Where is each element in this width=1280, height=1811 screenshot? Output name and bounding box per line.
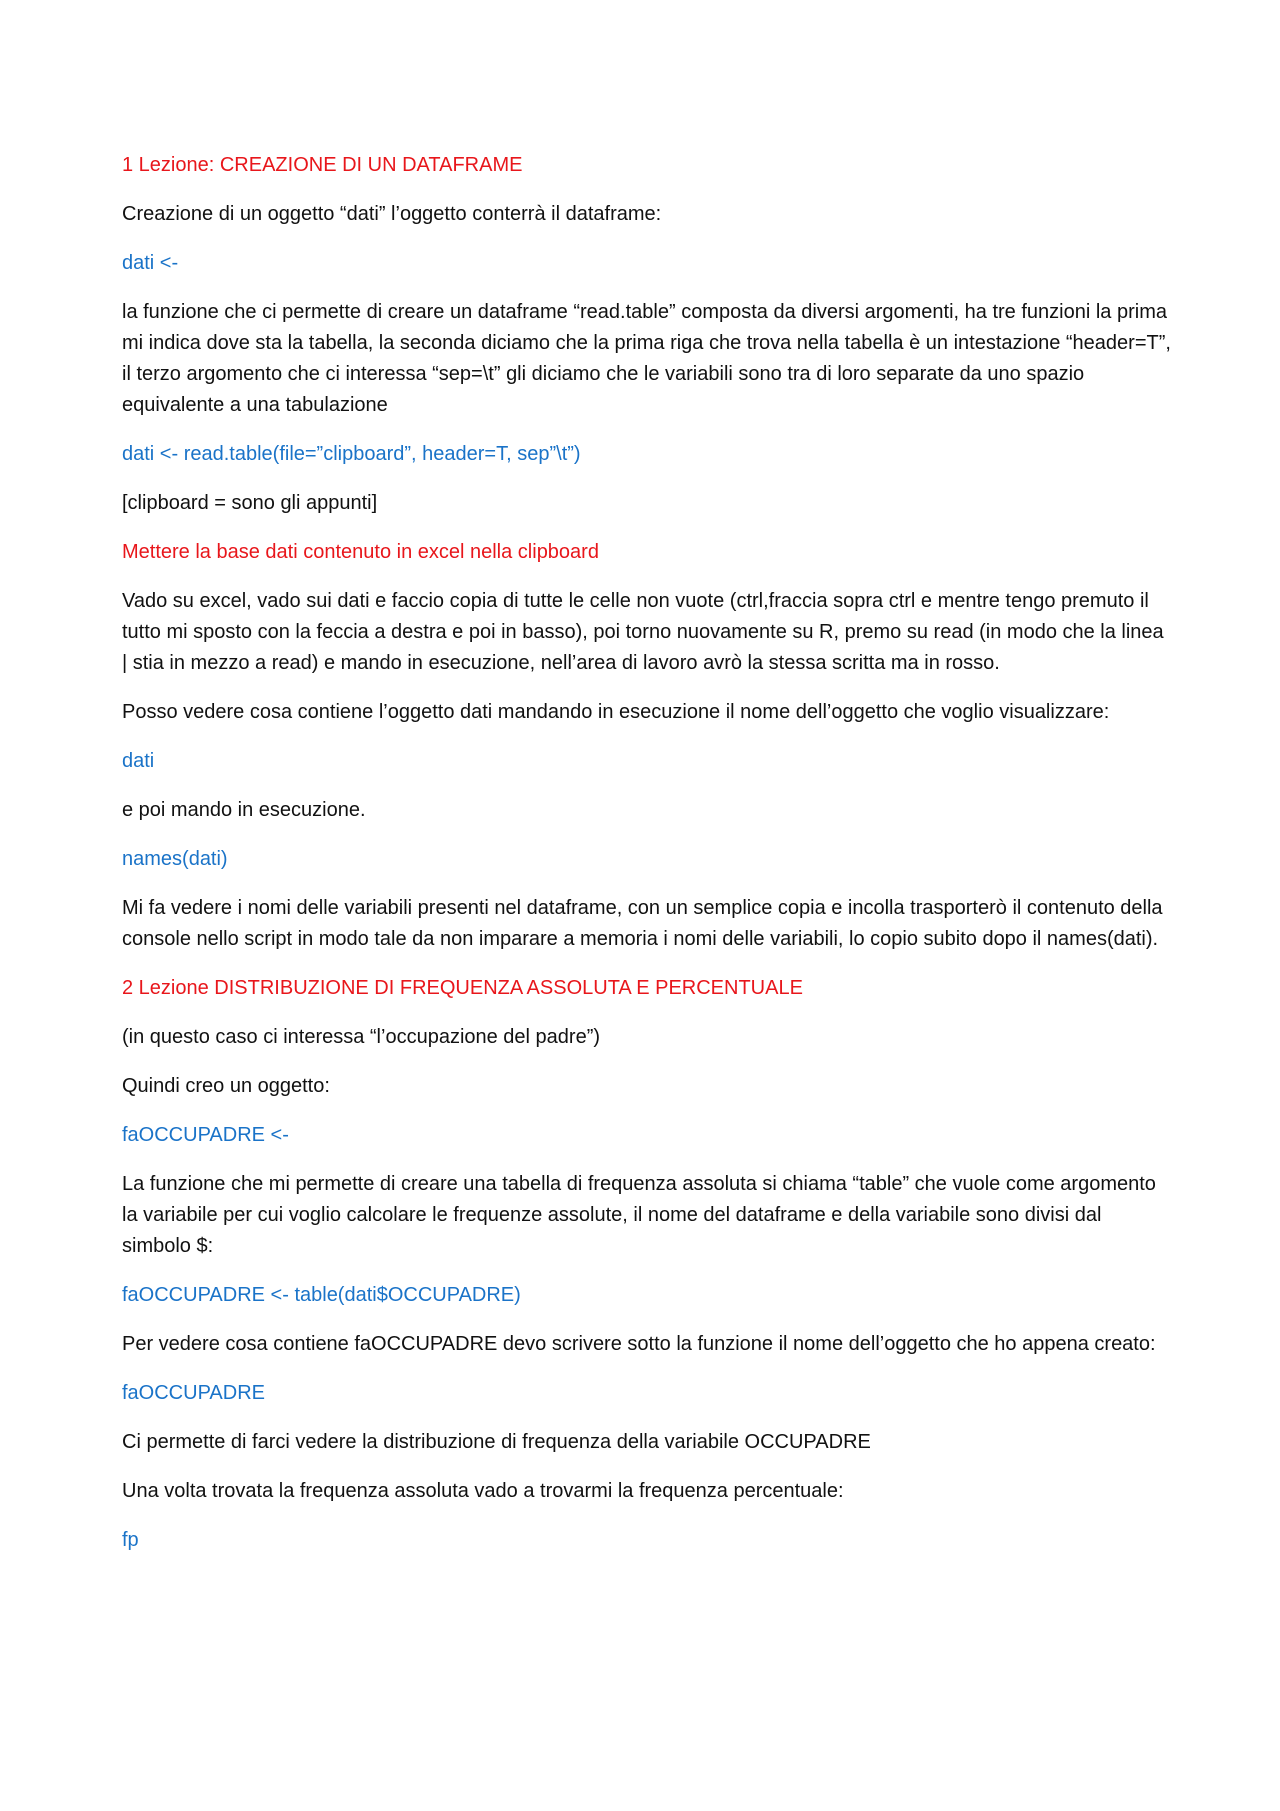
paragraph: Vado su excel, vado sui dati e faccio copia di tutte le celle non vuote (ctrl,fraccia sopra ctrl e mentre tengo premuto il tutto mi sposto con la feccia a destra e poi in basso), poi torno nuovamente su R, premo su read (in modo che la linea | stia in mezzo a read) e mando in esecuzione, nell’area di lavoro avrò la stessa scritta ma in rosso. xyxy=(122,590,1170,674)
paragraph: Posso vedere cosa contiene l’oggetto dati mandando in esecuzione il nome dell’oggetto che voglio visualizzare: xyxy=(122,701,1110,723)
paragraph: [clipboard = sono gli appunti] xyxy=(122,492,378,514)
code-line: faOCCUPADRE <- xyxy=(122,1124,289,1146)
code-line: names(dati) xyxy=(122,848,228,870)
code-line: dati <- read.table(file=”clipboard”, header=T, sep”\t”) xyxy=(122,443,581,465)
paragraph: Creazione di un oggetto “dati” l’oggetto conterrà il dataframe: xyxy=(122,203,662,225)
paragraph: La funzione che mi permette di creare una tabella di frequenza assoluta si chiama “table” che vuole come argomento la variabile per cui voglio calcolare le frequenze assolute, il nome del dataframe e della variabile sono divisi dal simbolo $: xyxy=(122,1173,1162,1257)
code-line: faOCCUPADRE <- table(dati$OCCUPADRE) xyxy=(122,1284,521,1306)
code-line: fp xyxy=(122,1529,139,1551)
paragraph: la funzione che ci permette di creare un dataframe “read.table” composta da diversi argomenti, ha tre funzioni la prima mi indica dove sta la tabella, la seconda diciamo che la prima riga che trova nella tabella è un intestazione “header=T”, il terzo argomento che ci interessa “sep=\t” gli diciamo che le variabili sono tra di loro separate da uno spazio equivalente a una tabulazione xyxy=(122,301,1177,416)
section-heading: Mettere la base dati contenuto in excel nella clipboard xyxy=(122,541,599,563)
paragraph: (in questo caso ci interessa “l’occupazione del padre”) xyxy=(122,1026,601,1048)
paragraph: e poi mando in esecuzione. xyxy=(122,799,366,821)
code-line: dati xyxy=(122,750,155,772)
code-line: dati <- xyxy=(122,252,179,274)
lesson-2-heading: 2 Lezione DISTRIBUZIONE DI FREQUENZA ASSOLUTA E PERCENTUALE xyxy=(122,977,803,999)
paragraph: Mi fa vedere i nomi delle variabili presenti nel dataframe, con un semplice copia e incolla trasporterò il contenuto della console nello script in modo tale da non imparare a memoria i nomi delle variabili, lo copio subito dopo il names(dati). xyxy=(122,897,1169,950)
paragraph: Una volta trovata la frequenza assoluta vado a trovarmi la frequenza percentuale: xyxy=(122,1480,844,1502)
code-line: faOCCUPADRE xyxy=(122,1382,265,1404)
lesson-1-heading: 1 Lezione: CREAZIONE DI UN DATAFRAME xyxy=(122,154,523,176)
document-body xyxy=(122,150,1177,1574)
paragraph: Ci permette di farci vedere la distribuzione di frequenza della variabile OCCUPADRE xyxy=(122,1431,871,1453)
paragraph: Per vedere cosa contiene faOCCUPADRE devo scrivere sotto la funzione il nome dell’oggetto che ho appena creato: xyxy=(122,1333,1156,1355)
paragraph: Quindi creo un oggetto: xyxy=(122,1075,330,1097)
